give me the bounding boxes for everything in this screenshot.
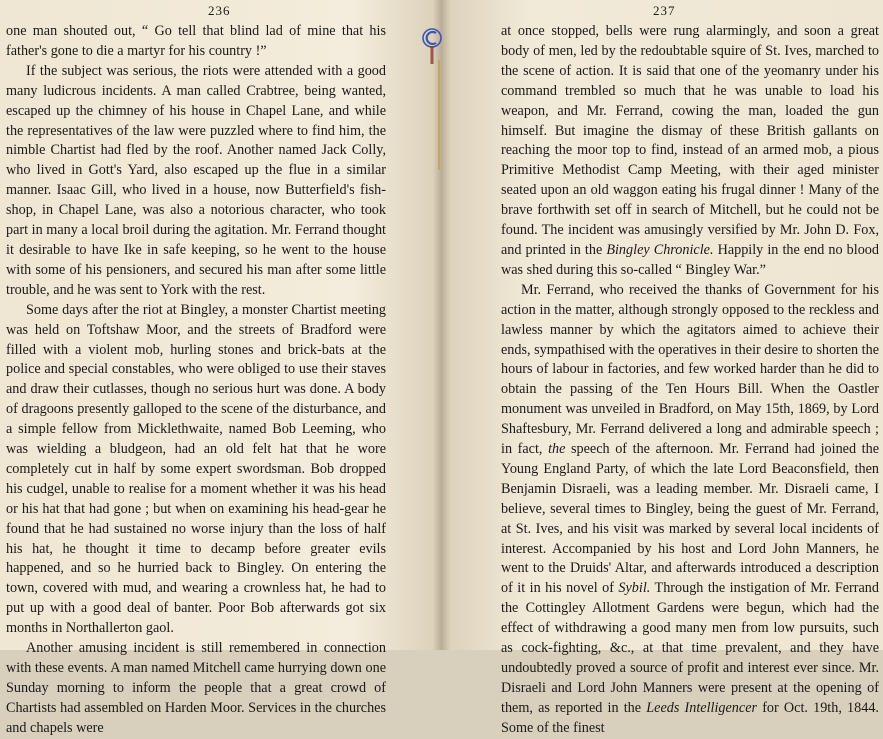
text-run: speech of the afternoon. Mr. Ferrand had joined the Young England Party, of which the late Lord Beaconsfield, then Benjamin Disraeli, was a leading member. Mr. Disraeli came, I believe, several times to Bingley, being the guest of Mr. Ferrand, at St. Ives, and his visit was marked by several local incidents of interest. Accompanied by his host and Lord John Manners, he went to the Druids' Altar, and afterwards introduced a description of it in his novel of — [501, 441, 880, 597]
paragraph — [501, 281, 879, 739]
page-number-right: 237 — [653, 3, 676, 18]
italic-word: the — [548, 441, 566, 458]
gutter-ribbon — [438, 60, 440, 170]
right-page — [443, 0, 883, 736]
left-page-text — [6, 22, 386, 739]
italic-title: Sybil. — [618, 580, 651, 597]
text-run: Mr. Ferrand, who received the thanks of Government for his action in the matter, although strongly opposed to the reckless and lawless manner by which the agitators aimed to achieve their ends, sympathised with the operatives in their desire to shorten the hours of labour in factories, and few worked harder than he did to obtain the passing of the Ten Hours Bill. When the Oastler monument was unveiled in Bradford, on May 15th, 1869, by Lord Shaftesbury, Mr. Ferrand delivered a long and admirable speech ; in fact, — [501, 281, 879, 458]
library-stamp-icon — [420, 26, 444, 66]
text-run: Happily in the end no blood was shed during this so-called “ Bingley War.” — [501, 241, 879, 278]
page-number-left: 236 — [208, 3, 231, 18]
paragraph: If the subject was serious, the riots were attended with a good many ludicrous incidents. A man called Crabtree, being wanted, escaped up the chimney of his house in Chapel Lane, and while the representatives of the law were puzzled where to find him, the nimble Chartist had fled by the roof. Another named Jack Colly, who lived in Gott's Yard, also escaped up the flue in a similar manner. Isaac Gill, who lived in a house, now Butterfield's fish-shop, in Chapel Lane, was also a notorious character, who took part in many a local broil during the agitation. Mr. Ferrand thought it desirable to have Ike in safe keeping, so he went to the house with some of his pensioners, and secured his man after some little trouble, and he was sent to York with the rest. — [6, 62, 386, 298]
italic-title: Bingley Chronicle. — [606, 241, 714, 258]
paragraph: Some days after the riot at Bingley, a monster Chartist meeting was held on Toftshaw Moor, and the streets of Bradford were filled with a violent mob, hurling stones and brick-bats at the police and special constables, who were obliged to use their staves and draw their cutlasses, though no serious hurt was done. A body of dragoons presently galloped to the scene of the disturbance, and a simple fellow from Micklethwaite, named Bob Leeming, who was wielding a bludgeon, had an old felt hat that he wore completely cut in half by some expert swordsman. Bob dropped his cudgel, unable to realise for a moment whether it was his head or his hat that had gone ; but when on examining his head-gear he found that he had sustained no worse injury than the loss of half his hat, he thought it time to decamp before greater evils happened, and so he hurried back to Bingley. On entering the town, covered with mud, and wearing a crownless hat, he had to put up with a good deal of banter. Poor Bob afterwards got six months in Northallerton gaol. — [6, 301, 386, 637]
text-run: for Oct. 19th, 1844. Some of the finest — [501, 699, 879, 736]
paragraph: Another amusing incident is still remembered in connection with these events. A man named Mitchell came hurrying down one Sunday morning to inform the people that a great crowd of Chartists had assembled on Harden Moor. Services in the churches and chapels were — [6, 640, 386, 736]
paragraph — [501, 22, 879, 281]
right-page-text — [501, 22, 879, 739]
italic-title: Leeds Intelligencer — [646, 699, 758, 716]
text-run: at once stopped, bells were rung alarmingly, and soon a great body of men, led by the redoubtable squire of St. Ives, marched to the scene of action. It is said that one of the yeomanry under his command trembled so much that he was unable to load his weapon, and Mr. Ferrand, cowing the man, loaded the gun himself. But imagine the dismay of these British gallants on reaching the moor top to find, instead of an armed mob, a pious Primitive Methodist Camp Meeting, with their aged minister seated upon an old waggon eating his frugal dinner ! Many of the brave forthwith set off in search of Mitchell, but he could not be found. The incident was amusingly versified by Mr. John D. Fox, and printed in the — [501, 23, 879, 258]
text-run: Through the instigation of Mr. Ferrand the Cottingley Allotment Gardens were begun, which had the effect of withdrawing a good many men from low pursuits, such as cock-fighting, &c., at that time prevalent, and they have undoubtedly proved a source of profit and interest ever since. Mr. Disraeli and Lord John Manners were present at the opening of them, as reported in the — [501, 580, 879, 716]
paragraph: one man shouted out, “ Go tell that blind lad of mine that his father's gone to die a martyr for his country !” — [6, 23, 386, 59]
left-page — [0, 0, 440, 736]
